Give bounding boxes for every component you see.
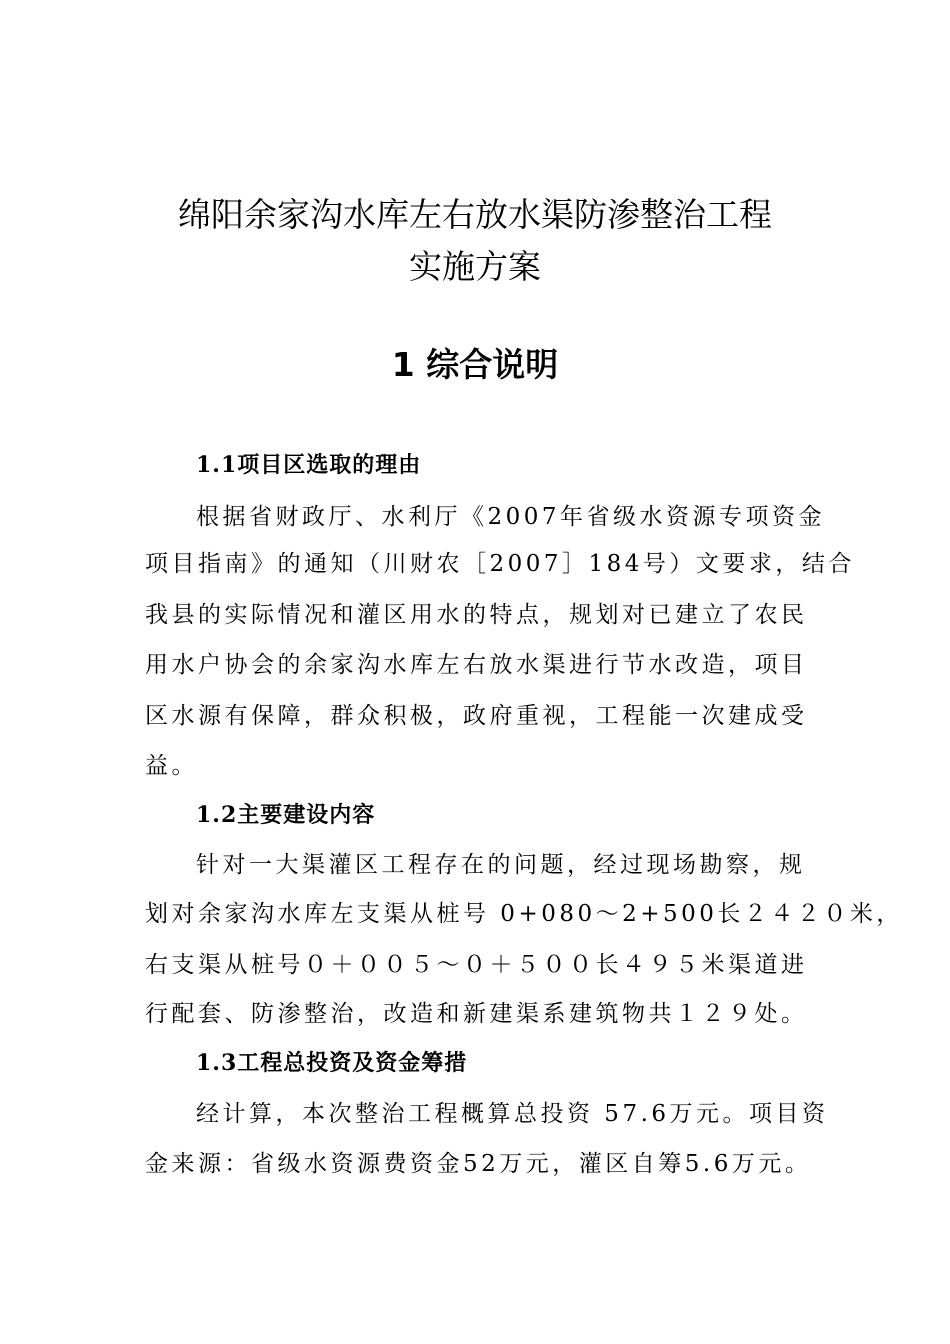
- paragraph-line: 用水户协会的余家沟水库左右放水渠进行节水改造，项目: [145, 652, 808, 678]
- paragraph-line: 经计算，本次整治工程概算总投资 57.6万元。项目资: [196, 1101, 829, 1127]
- chapter-heading: 1 综合说明: [391, 345, 559, 384]
- paragraph-line: 项目指南》的通知（川财农［2007］184号）文要求，结合: [145, 551, 855, 577]
- section-heading-1-2: 1.2主要建设内容: [196, 802, 376, 828]
- paragraph-line: 益。: [145, 753, 198, 779]
- paragraph-line: 划对余家沟水库左支渠从桩号 0+080～2+500长２４２０米，: [145, 901, 903, 927]
- paragraph-line: 我县的实际情况和灌区用水的特点，规划对已建立了农民: [145, 602, 808, 628]
- section-heading-1-3: 1.3工程总投资及资金筹措: [196, 1050, 468, 1076]
- document-title-line-2: 实施方案: [409, 247, 541, 286]
- paragraph-line: 区水源有保障，群众积极，政府重视，工程能一次建成受: [145, 703, 808, 729]
- paragraph-line: 行配套、防渗整治，改造和新建渠系建筑物共１２９处。: [145, 1001, 808, 1027]
- paragraph-line: 针对一大渠灌区工程存在的问题，经过现场勘察，规: [196, 852, 806, 878]
- paragraph-line: 根据省财政厅、水利厅《2007年省级水资源专项资金: [196, 504, 826, 530]
- section-heading-1-1: 1.1项目区选取的理由: [196, 452, 422, 478]
- document-title-line-1: 绵阳余家沟水库左右放水渠防渗整治工程: [178, 195, 772, 234]
- paragraph-line: 金来源：省级水资源费资金52万元，灌区自筹5.6万元。: [145, 1151, 812, 1177]
- paragraph-line: 右支渠从桩号０＋００５～０＋５００长４９５米渠道进: [145, 952, 808, 978]
